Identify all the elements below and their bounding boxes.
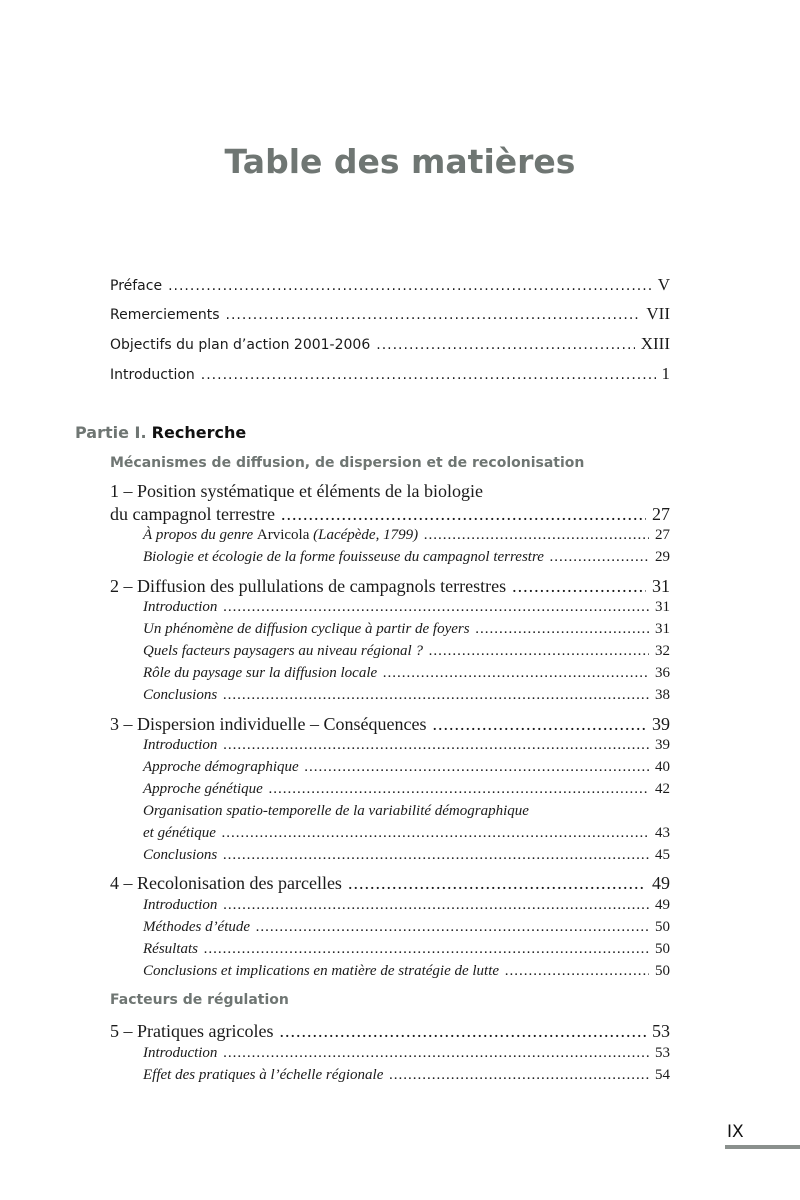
- subentry-label: Introduction: [143, 599, 218, 615]
- leader-dots: [305, 759, 649, 776]
- chapter-title: 2 – Diffusion des pullulations de campagnols terrestres: [110, 576, 507, 596]
- chapter-title-continued: du campagnol terrestre: [110, 504, 275, 524]
- subentry-page: 40: [655, 759, 670, 775]
- subentry-label: Conclusions: [143, 687, 218, 703]
- toc-subentry[interactable]: [143, 599, 670, 616]
- part-heading: [75, 423, 246, 442]
- toc-entry-introduction[interactable]: [110, 364, 670, 384]
- toc-subentry[interactable]: [143, 527, 670, 544]
- leader-dots: [223, 897, 649, 914]
- section-heading: Facteurs de régulation: [110, 992, 289, 1008]
- toc-subentry[interactable]: [143, 847, 670, 864]
- subentry-label: Introduction: [143, 897, 218, 913]
- toc-subentry[interactable]: [143, 549, 670, 566]
- leader-dots: [389, 1067, 649, 1084]
- subentry-label: Approche génétique: [143, 781, 263, 797]
- leader-dots: [512, 576, 646, 597]
- chapter-page: 31: [652, 576, 670, 596]
- toc-subentry[interactable]: [143, 963, 670, 980]
- leader-dots: [281, 504, 646, 525]
- toc-subentry[interactable]: [143, 665, 670, 682]
- leader-dots: [424, 527, 649, 544]
- leader-dots: [223, 1045, 649, 1062]
- subentry-label: Introduction: [143, 1045, 218, 1061]
- chapter-title[interactable]: 1 – Position systématique et éléments de la biologie: [110, 481, 483, 501]
- leader-dots: [223, 687, 649, 704]
- subentry-page: 49: [655, 897, 670, 913]
- leader-dots: [223, 737, 649, 754]
- toc-chapter[interactable]: [110, 873, 670, 894]
- leader-dots: [256, 919, 649, 936]
- toc-subentry[interactable]: [143, 919, 670, 936]
- subentry-label: Introduction: [143, 737, 218, 753]
- subentry-page: 50: [655, 919, 670, 935]
- folio-rule: [725, 1145, 800, 1149]
- toc-entry-label: Objectifs du plan d’action 2001-2006: [110, 337, 371, 353]
- subentry-label: Méthodes d’étude: [143, 919, 251, 935]
- subentry-page: 54: [655, 1067, 670, 1083]
- subentry-page: 29: [655, 549, 670, 565]
- subentry-page: 31: [655, 621, 670, 637]
- subentry-label: Effet des pratiques à l’échelle régionale: [143, 1067, 384, 1083]
- subentry-label: Approche démographique: [143, 759, 299, 775]
- toc-entry-page: 1: [661, 364, 670, 383]
- chapter-page: 53: [652, 1021, 670, 1041]
- part-number: Partie I.: [75, 423, 147, 442]
- toc-entry-label: Préface: [110, 278, 163, 294]
- subentry-label: Résultats: [143, 941, 198, 957]
- subentry-label: Conclusions et implications en matière de stratégie de lutte: [143, 963, 500, 979]
- toc-entry-label: Remerciements: [110, 307, 220, 323]
- subentry-page: 53: [655, 1045, 670, 1061]
- toc-subentry[interactable]: [143, 621, 670, 638]
- toc-entry-page: V: [657, 275, 670, 294]
- subentry-page: 32: [655, 643, 670, 659]
- toc-entry-remerciements[interactable]: [110, 304, 670, 324]
- toc-chapter[interactable]: [110, 576, 670, 597]
- toc-chapter[interactable]: [110, 714, 670, 735]
- toc-subentry[interactable]: [143, 825, 670, 842]
- toc-subentry[interactable]: [143, 897, 670, 914]
- subentry-page: 31: [655, 599, 670, 615]
- subentry-label-continued: et génétique: [143, 825, 216, 841]
- subentry-page: 27: [655, 527, 670, 543]
- toc-subentry[interactable]: [143, 1045, 670, 1062]
- leader-dots: [168, 278, 652, 294]
- toc-entry-page: VII: [646, 304, 670, 323]
- subentry-page: 38: [655, 687, 670, 703]
- toc-entry-page: XIII: [640, 334, 670, 353]
- subentry-label: Rôle du paysage sur la diffusion locale: [143, 665, 378, 681]
- chapter-title: 3 – Dispersion individuelle – Conséquences: [110, 714, 427, 734]
- leader-dots: [222, 825, 649, 842]
- subentry-page: 45: [655, 847, 670, 863]
- toc-subentry[interactable]: [143, 781, 670, 798]
- subentry-page: 50: [655, 941, 670, 957]
- leader-dots: [279, 1021, 646, 1042]
- leader-dots: [429, 643, 649, 660]
- leader-dots: [226, 307, 641, 323]
- leader-dots: [204, 941, 649, 958]
- subentry-page: 43: [655, 825, 670, 841]
- toc-entry-label: Introduction: [110, 367, 195, 383]
- subentry-page: 42: [655, 781, 670, 797]
- toc-subentry[interactable]: [143, 643, 670, 660]
- toc-entry-preface[interactable]: [110, 275, 670, 295]
- chapter-title: 4 – Recolonisation des parcelles: [110, 873, 342, 893]
- subentry-label[interactable]: Organisation spatio-temporelle de la variabilité démographique: [143, 803, 529, 819]
- toc-subentry[interactable]: [143, 759, 670, 776]
- subentry-page: 39: [655, 737, 670, 753]
- leader-dots: [269, 781, 649, 798]
- toc-subentry[interactable]: [143, 687, 670, 704]
- leader-dots: [505, 963, 649, 980]
- leader-dots: [383, 665, 649, 682]
- leader-dots: [223, 599, 649, 616]
- leader-dots: [550, 549, 649, 566]
- subentry-page: 50: [655, 963, 670, 979]
- toc-subentry[interactable]: [143, 941, 670, 958]
- toc-subentry[interactable]: [143, 737, 670, 754]
- subentry-label: Quels facteurs paysagers au niveau régional ?: [143, 643, 423, 659]
- subentry-label: Un phénomène de diffusion cyclique à partir de foyers: [143, 621, 470, 637]
- part-title: Recherche: [151, 423, 247, 442]
- leader-dots: [376, 337, 634, 353]
- page-title: Table des matières: [224, 142, 576, 181]
- subentry-label: Biologie et écologie de la forme fouisseuse du campagnol terrestre: [143, 549, 544, 565]
- subentry-page: 36: [655, 665, 670, 681]
- leader-dots: [223, 847, 649, 864]
- toc-entry-objectifs[interactable]: [110, 334, 670, 354]
- leader-dots: [348, 873, 646, 894]
- section-heading: Mécanismes de diffusion, de dispersion et de recolonisation: [110, 455, 585, 471]
- toc-chapter[interactable]: [110, 504, 670, 525]
- leader-dots: [476, 621, 649, 638]
- subentry-label: À propos du genre Arvicola (Lacépède, 1799): [143, 527, 419, 543]
- chapter-title: 5 – Pratiques agricoles: [110, 1021, 274, 1041]
- toc-chapter[interactable]: [110, 1021, 670, 1042]
- chapter-page: 27: [652, 504, 670, 524]
- leader-dots: [201, 367, 656, 383]
- page-number: IX: [727, 1122, 744, 1142]
- chapter-page: 49: [652, 873, 670, 893]
- toc-subentry[interactable]: [143, 1067, 670, 1084]
- leader-dots: [432, 714, 646, 735]
- chapter-page: 39: [652, 714, 670, 734]
- subentry-label: Conclusions: [143, 847, 218, 863]
